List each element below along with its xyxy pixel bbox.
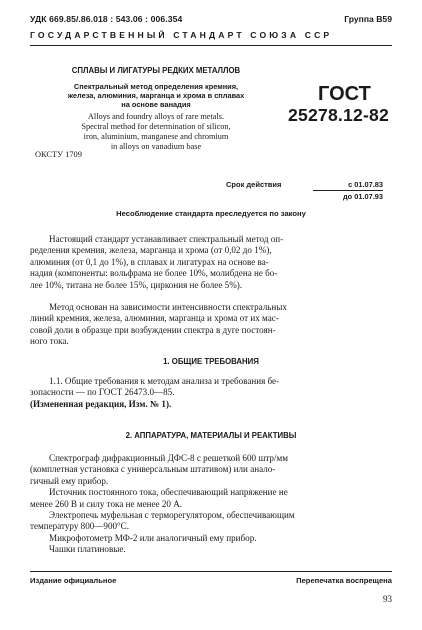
text-line: ного тока. [30,336,69,347]
title-russian [30,82,282,109]
text-line: ределения кремния, железа, марганца и хрома (от 0,02 до 1%), [30,245,272,256]
validity-label: Срок действия [226,180,282,189]
text-line: 1.1. Общие требования к методам анализа и требования бе- [49,376,280,386]
text-line: линий кремния, железа, алюминия, марганца и хрома от их мас- [30,313,279,324]
text-line: Метод основан на зависимости интенсивности спектральных [49,302,287,312]
header-divider [30,45,392,46]
amendment-note: (Измененная редакция, Изм. № 1). [30,398,172,409]
text-line: зопасности — по ГОСТ 26473.0—85. [30,387,175,398]
text-line: лее 10%, титана не более 15%, циркония не более 5%). [30,279,243,290]
section-heading-equipment: 2. АППАРАТУРА, МАТЕРИАЛЫ И РЕАКТИВЫ [125,431,297,440]
text-line: алюминия (от 0,1 до 1%), в сплавах и лигатурах на основе ва- [30,256,269,267]
text-line: гичный ему прибор. [30,475,109,486]
text-line: Электропечь муфельная с терморегулятором, обеспечивающим [49,510,295,521]
title-english-line: in alloys on vanadium base [110,142,202,151]
title-russian-line: на основе ванадия [121,100,191,109]
gost-number: 25278.12-82 [288,105,390,125]
okstu-code: ОКСТУ 1709 [35,150,82,159]
text-line: (комплетная установка с универсальным штативом) или анало- [30,464,276,475]
section-equipment-body [30,453,392,556]
text-line: Микрофотометр МФ-2 или аналогичный ему прибор. [49,532,257,543]
validity-to: до 01.07.93 [342,192,383,201]
intro-paragraph-method [30,302,392,348]
title-russian-line: Спектральный метод определения кремния, [73,82,239,91]
text-line: Спектрограф дифракционный ДФС-8 с решеткой 600 штр/мм [49,453,289,463]
standard-banner: ГОСУДАРСТВЕННЫЙ СТАНДАРТ СОЮЗА ССР [30,30,333,40]
text-line: менее 260 В и силу тока не менее 20 А. [30,498,183,509]
title-english [45,112,267,152]
title-russian-line: железа, алюминия, марганца и хрома в сплавах [67,91,245,100]
gost-label: ГОСТ [318,83,371,105]
title-english-line: Spectral method for determination of silicon, [81,122,231,131]
edition-note: Издание официальное [30,576,117,585]
section-general-body [30,376,392,410]
text-line: температуру 800—900°С. [30,521,130,532]
text-line: Источник постоянного тока, обеспечивающий напряжение не [49,487,288,498]
page-number: 93 [383,594,392,604]
udc-code: УДК 669.85/.86.018 : 543.06 : 006.354 [30,14,183,24]
series-title: СПЛАВЫ И ЛИГАТУРЫ РЕДКИХ МЕТАЛЛОВ [71,66,241,75]
reprint-note: Перепечатка воспрещена [296,576,392,585]
text-line: Чашки платиновые. [49,544,126,555]
text-line: надия (компоненты: вольфрама не более 10%, молибдена не бо- [30,268,278,279]
intro-paragraph-scope [30,234,392,291]
footer-divider [30,571,392,572]
title-english-line: Alloys and foundry alloys of rare metals. [87,112,225,121]
section-heading-general: 1. ОБЩИЕ ТРЕБОВАНИЯ [163,357,259,366]
violation-note: Несоблюдение стандарта преследуется по закону [116,209,306,218]
title-english-line: iron, aluminium, manganese and chromium [83,132,229,141]
validity-from: с 01.07.83 [313,180,383,191]
group-code: Группа В59 [344,14,392,24]
text-line: Настоящий стандарт устанавливает спектральный метод оп- [49,234,284,244]
text-line: совой доли в образце при возбуждении спектра в дуге постоян- [30,324,276,335]
